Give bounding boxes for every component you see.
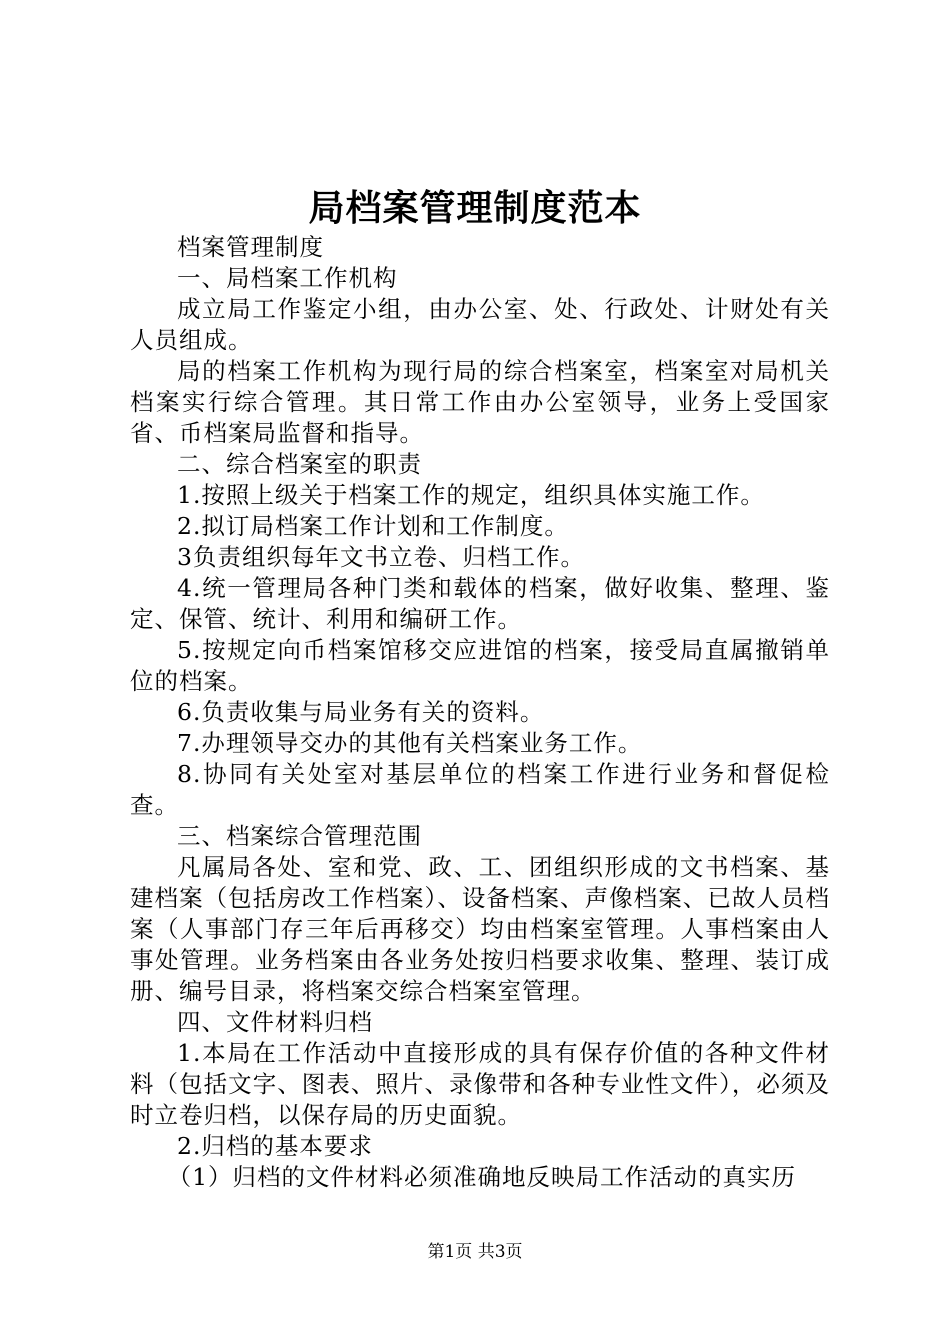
paragraph: 局的档案工作机构为现行局的综合档案室，档案室对局机关档案实行综合管理。其日常工作由办公室领导，业务上受国家省、币档案局监督和指导。	[130, 357, 830, 447]
page-footer: 第1页 共3页	[427, 1242, 523, 1262]
paragraph: 档案管理制度	[177, 233, 324, 261]
section-heading: 二、综合档案室的职责	[177, 450, 422, 478]
list-item: （1）归档的文件材料必须准确地反映局工作活动的真实历	[167, 1163, 797, 1191]
list-item: 2.拟订局档案工作计划和工作制度。	[177, 512, 569, 540]
page-title: 局档案管理制度范本	[308, 187, 642, 229]
list-item: 8.协同有关处室对基层单位的档案工作进行业务和督促检查。	[130, 760, 830, 819]
document-body	[130, 232, 830, 1193]
list-item: 4.统一管理局各种门类和载体的档案，做好收集、整理、鉴定、保管、统计、利用和编研工作。	[130, 574, 830, 633]
list-item: 5.按规定向币档案馆移交应进馆的档案，接受局直属撤销单位的档案。	[130, 636, 830, 695]
list-item: 7.办理领导交办的其他有关档案业务工作。	[177, 729, 643, 757]
section-heading: 三、档案综合管理范围	[177, 822, 422, 850]
list-item: 6.负责收集与局业务有关的资料。	[177, 698, 545, 726]
list-item: 1.本局在工作活动中直接形成的具有保存价值的各种文件材料（包括文字、图表、照片、录像带和各种专业性文件），必须及时立卷归档，以保存局的历史面貌。	[130, 1039, 830, 1129]
list-item: 1.按照上级关于档案工作的规定，组织具体实施工作。	[177, 481, 765, 509]
section-heading: 一、局档案工作机构	[177, 264, 398, 292]
paragraph: 成立局工作鉴定小组，由办公室、处、行政处、计财处有关人员组成。	[130, 295, 830, 354]
section-heading: 四、文件材料归档	[177, 1008, 373, 1036]
list-item: 3负责组织每年文书立卷、归档工作。	[177, 543, 585, 571]
paragraph: 凡属局各处、室和党、政、工、团组织形成的文书档案、基建档案（包括房改工作档案）、设备档案、声像档案、已故人员档案（人事部门存三年后再移交）均由档案室管理。人事档案由人事处管理。业务档案由各业务处按归档要求收集、整理、装订成册、编号目录，将档案交综合档案室管理。	[130, 853, 830, 1005]
list-item: 2.归档的基本要求	[177, 1132, 373, 1160]
